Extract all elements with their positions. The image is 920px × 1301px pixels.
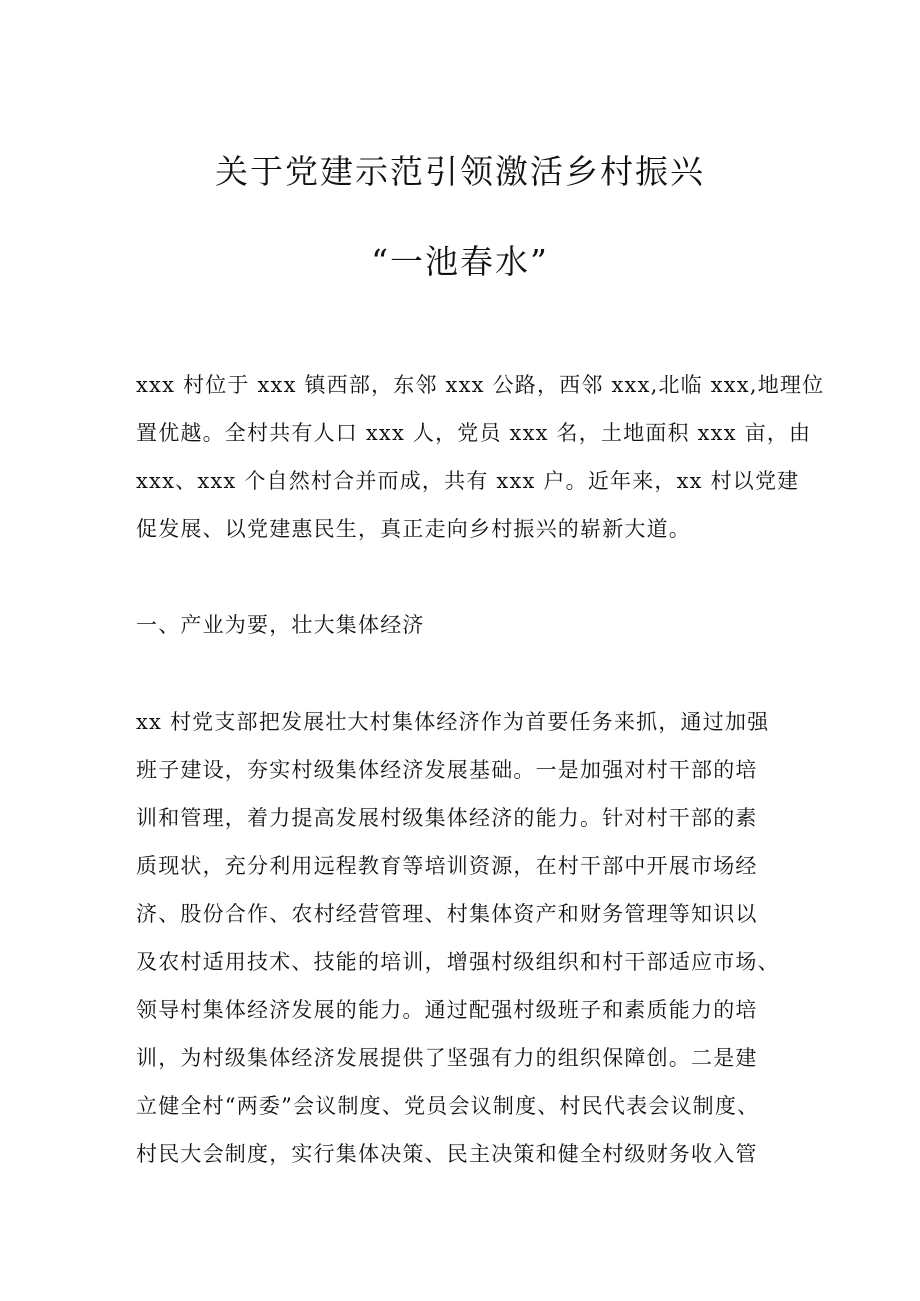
section-paragraph-line: 立健全村“两委”会议制度、党员会议制度、村民代表会议制度、 — [136, 1094, 760, 1118]
section-paragraph-line: 济、股份合作、农村经营管理、村集体资产和财务管理等知识以 — [136, 902, 758, 926]
section-paragraph-line: 训，为村级集体经济发展提供了坚强有力的组织保障创。二是建 — [136, 1046, 758, 1070]
section-paragraph-line: 质现状，充分利用远程教育等培训资源，在村干部中开展市场经 — [136, 854, 758, 878]
intro-paragraph-line: xxx、xxx 个自然村合并而成，共有 xxx 户。近年来，xx 村以党建 — [136, 469, 800, 493]
section-paragraph-line: xx 村党支部把发展壮大村集体经济作为首要任务来抓，通过加强 — [136, 710, 770, 734]
document-title-line-2: “一池春水” — [371, 242, 549, 281]
section-paragraph-line: 领导村集体经济发展的能力。通过配强村级班子和素质能力的培 — [136, 998, 758, 1022]
intro-paragraph-line: 置优越。全村共有人口 xxx 人，党员 xxx 名，土地面积 xxx 亩，由 — [136, 421, 812, 445]
intro-paragraph-line: xxx 村位于 xxx 镇西部，东邻 xxx 公路，西邻 xxx,北临 xxx,地理位 — [136, 373, 825, 397]
section-paragraph — [136, 698, 800, 1178]
section-paragraph-line: 村民大会制度，实行集体决策、民主决策和健全村级财务收入管 — [136, 1142, 758, 1166]
intro-paragraph — [136, 361, 825, 553]
section-paragraph-line: 及农村适用技术、技能的培训，增强村级组织和村干部适应市场、 — [136, 950, 780, 974]
document-title-line-1: 关于党建示范引领激活乡村振兴 — [215, 152, 705, 191]
section-heading-text: 一、产业为要，壮大集体经济 — [136, 613, 425, 637]
section-paragraph-line: 班子建设，夯实村级集体经济发展基础。一是加强对村干部的培 — [136, 758, 758, 782]
section-heading-industry — [136, 601, 800, 649]
section-paragraph-line: 训和管理，着力提高发展村级集体经济的能力。针对村干部的素 — [136, 806, 758, 830]
intro-paragraph-line: 促发展、以党建惠民生，真正走向乡村振兴的崭新大道。 — [136, 517, 691, 541]
